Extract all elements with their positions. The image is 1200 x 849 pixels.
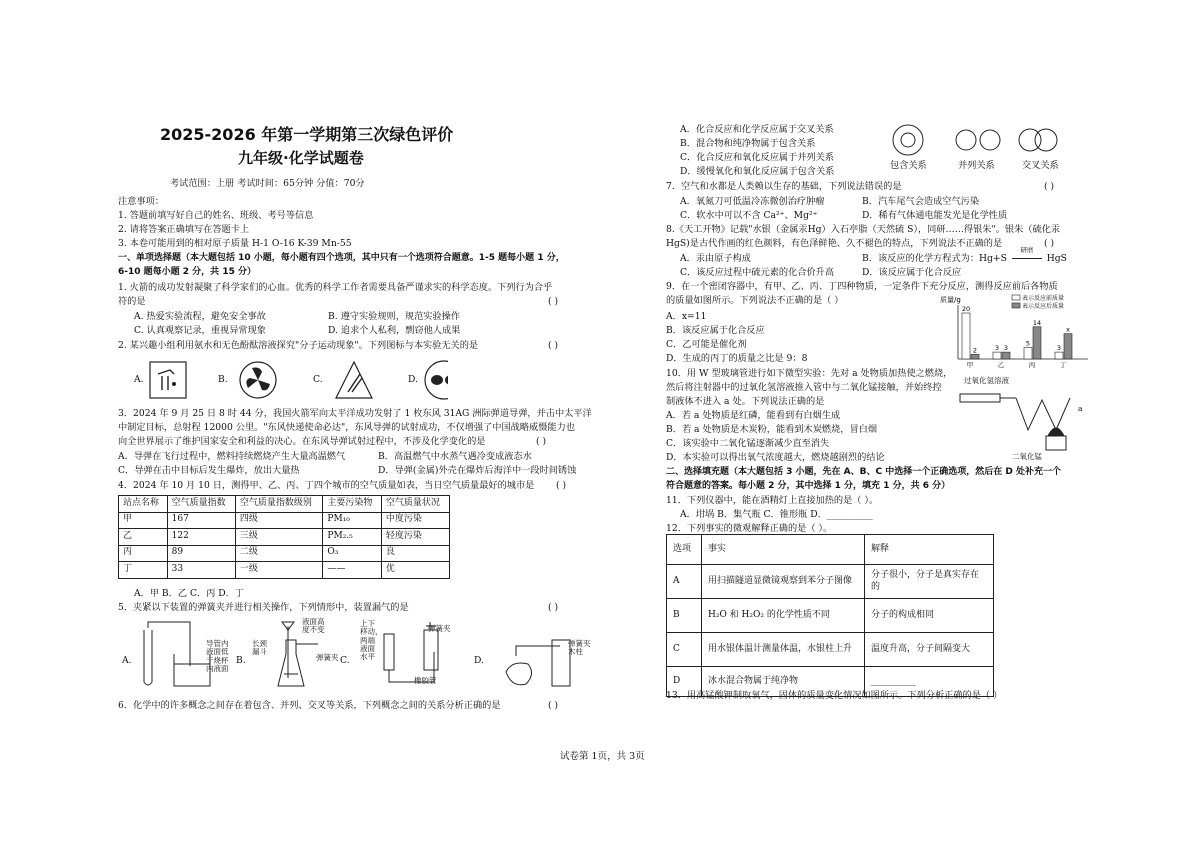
table-cell: 中度污染 [381, 512, 449, 529]
table-row [667, 565, 994, 599]
table-cell: 二级 [235, 545, 323, 562]
table-row [119, 512, 450, 529]
q10-stem-cont2: 制液体不进入 a 处。下列说法正确的是 [666, 396, 825, 407]
q1-option-a: A. 热爱实验流程，避免安全事故 [134, 311, 266, 322]
q3-option-b: B．高温燃气中水蒸气遇冷变成液态水 [378, 451, 532, 462]
table-row [667, 633, 994, 667]
q5d-notes [568, 640, 591, 657]
flame-icon [1048, 428, 1064, 436]
exam-info: 考试范围：上册 考试时间：65分钟 分值：70分 [170, 178, 365, 189]
w-tube-apparatus [958, 386, 1088, 466]
legend-label-after: 表示反应后质量 [1022, 303, 1065, 310]
q5b-note: 漏斗 [252, 647, 267, 657]
chart-bar [971, 354, 979, 359]
chart-category-label: 甲 [966, 361, 974, 369]
page-footer: 试卷第 1页，共 3页 [560, 751, 645, 762]
table-cell: 冰水混合物属于纯净物 [702, 667, 865, 697]
section2-heading: 二、选择填充题（本大题包括 3 小题，先在 A、B、C 中选择一个正确选项，然后在 D 处补充一个 [666, 467, 1061, 477]
answer-paren: ( ) [548, 602, 559, 613]
q1-option-b: B. 遵守实验规则，规范实验操作 [328, 311, 461, 322]
q5-label-d: D. [474, 655, 484, 666]
table-cell: PM₂.₅ [323, 529, 381, 546]
hand-wash-icon [150, 362, 186, 398]
table-header-cell: 选项 [667, 535, 702, 565]
q5c-notes [360, 620, 383, 661]
q3-stem-cont2: 向全世界展示了维护国家安全和利益的决心。在东风导弹试射过程中，不涉及化学变化的是 [118, 436, 486, 447]
answer-paren: ( ) [548, 340, 559, 351]
q11-stem: 11．下列仪器中，能在酒精灯上直接加热的是（ ）。 [666, 495, 879, 506]
q5b-left-notes [252, 640, 267, 657]
q9-mass-bar-chart [938, 293, 1098, 371]
q3-option-a: A．导弹在飞行过程中，燃料持续燃烧产生大量高温燃气 [118, 451, 346, 462]
chart-data-label: 5 [1025, 339, 1031, 348]
section1-heading: 一、单项选择题（本大题包括 10 小题，每小题有四个选项，其中只有一个选项符合题意。1-5 题每小题 1 分， [118, 253, 565, 263]
q8-stem: 8.《天工开物》记载"水银（金属汞Hg）入石亭脂（天然硫 S），同研……得银朱"。银朱（硫化汞 [666, 224, 1061, 235]
table-cell: 用水银体温计测量体温，水银柱上升 [702, 633, 865, 667]
q8-stem-cont: HgS)是古代作画的红色颜料，有色泽鲜艳、久不褪色的特点，下列说法不正确的是 [666, 238, 1003, 249]
chart-data-label: 3 [1003, 344, 1009, 353]
q13-stem: 13．用高锰酸钾制取氧气，固体的质量变化情况如图所示。下列分析正确的是（ ） [666, 690, 1003, 701]
q3-stem: 3．2024 年 9 月 25 日 8 时 44 分，我国火箭军向太平洋成功发射了 1 枚东风 31AG 洲际弹道导弹，并击中太平洋 [118, 408, 592, 419]
q8-product: HgS [1046, 253, 1067, 264]
chart-data-label: 20 [961, 305, 971, 313]
microscopic-explanation-table [666, 534, 994, 697]
reaction-condition: 研磨 [1020, 246, 1034, 254]
table-cell: B [667, 599, 702, 633]
table-row [119, 529, 450, 546]
chart-bar [1024, 348, 1032, 360]
q5a-note: 液面低 [206, 647, 229, 657]
chart-data-label: 2 [972, 346, 978, 355]
q3-stem-cont: 中制定目标，总射程 12000 公里。"东风快递使命必达"，东风导弹的试射成功，不仅增强了中国战略威慑能力也 [118, 422, 575, 433]
q5d-note: 木柱 [568, 647, 583, 657]
chart-bar [1064, 334, 1072, 359]
q6-label-parallel: 并列关系 [958, 160, 995, 171]
table-cell: __________ [865, 667, 994, 697]
q12-stem: 12．下列事实的微观解释正确的是（ ）。 [666, 523, 833, 534]
table-cell: 甲 [119, 512, 168, 529]
table-cell: 分子的构成相同 [865, 599, 994, 633]
table-cell: O₃ [323, 545, 381, 562]
table-cell: 一级 [235, 562, 323, 579]
q2-label-b: B. [218, 374, 228, 385]
alcohol-lamp [1046, 436, 1066, 450]
q1-stem-cont: 符的是 [118, 296, 146, 307]
chart-bar [962, 313, 970, 359]
legend-swatch-after [1012, 303, 1020, 308]
table-cell: 89 [167, 545, 235, 562]
q5c-note: 液面 [360, 643, 375, 653]
q9-option-d: D．生成的丙丁的质量之比是 9：8 [666, 353, 808, 364]
containment-circles [893, 125, 923, 155]
q6-option-c: C．化合反应和氧化反应属于并列关系 [680, 152, 835, 163]
answer-paren: ( ) [556, 480, 567, 491]
chart-data-label: 3 [994, 344, 1000, 353]
table-cell: 丙 [119, 545, 168, 562]
q1-stem: 1. 火箭的成功发射凝聚了科学家们的心血。优秀的科学工作者需要具备严谨求实的科学态度。下列行为合乎 [118, 282, 553, 293]
q8-option-b [862, 246, 1067, 265]
table-cell: 温度升高，分子间隔变大 [865, 633, 994, 667]
table-row [119, 545, 450, 562]
exam-title: 2025-2026 年第一学期第三次绿色评价 [160, 125, 454, 144]
table-cell: D [667, 667, 702, 697]
chart-bar [1033, 327, 1041, 359]
table-cell: 三级 [235, 529, 323, 546]
q5c-note: 水平 [360, 652, 375, 661]
q8-option-d: D．该反应属于化合反应 [862, 267, 962, 278]
test-tube-beaker-figure [144, 622, 210, 686]
table-cell: 四级 [235, 512, 323, 529]
table-cell: 用扫描隧道显微镜观察到苯分子图像 [702, 565, 865, 599]
q1-option-c: C. 认真观察记录，重视异常现象 [134, 325, 266, 336]
q10-stem-cont: 然后将注射器中的过氧化氢溶液推入管中与二氧化锰接触，并始终控 [666, 382, 942, 393]
ventilation-icon [240, 362, 276, 398]
chart-bar [1055, 352, 1063, 359]
table-cell: 良 [381, 545, 449, 562]
q2-safety-icons [148, 360, 448, 402]
air-quality-table [118, 495, 450, 579]
q5b-top-notes [302, 618, 325, 635]
section2-heading-cont: 符合题意的答案。每小题 2 分，其中选择 1 分，填充 1 分，共 6 分） [666, 481, 951, 491]
q8-option-b-text: B．该反应的化学方程式为：Hg+S [862, 253, 1007, 264]
q5a-note: 导管内 [206, 639, 229, 648]
chart-y-axis-label: 质量/g [940, 296, 961, 304]
table-cell: 轻度污染 [381, 529, 449, 546]
table-header-cell: 站点名称 [119, 496, 168, 513]
chart-data-label: 14 [1032, 318, 1042, 327]
hot-surface-icon [336, 362, 372, 398]
q8-option-a: A．汞由原子构成 [680, 253, 751, 264]
legend-swatch-before [1012, 295, 1020, 300]
q8-option-c: C．该反应过程中硫元素的化合价升高 [680, 267, 835, 278]
q6-label-cross: 交叉关系 [1022, 160, 1059, 171]
q10-h2o2-label: 过氧化氢溶液 [964, 376, 1009, 385]
table-cell: 分子很小，分子是真实存在的 [865, 565, 994, 599]
table-cell: 乙 [119, 529, 168, 546]
q5c-note: 上下 [360, 619, 375, 628]
q10-option-d: D．本实验可以得出氧气浓度越大，燃烧越剧烈的结论 [666, 452, 885, 463]
note-item: 3. 本卷可能用到的相对原子质量 H-1 O-16 K-39 Mn-55 [118, 238, 352, 249]
q11-options: A．坩埚 B．集气瓶 C．锥形瓶 D．__________ [680, 509, 873, 520]
section1-heading-cont: 6-10 题每小题 2 分，共 15 分） [118, 267, 256, 277]
answer-paren: ( ) [1044, 238, 1055, 249]
chart-category-label: 丁 [1059, 361, 1067, 369]
answer-paren: ( ) [548, 296, 559, 307]
q9-option-b: B．该反应属于化合反应 [666, 325, 765, 336]
syringe [960, 394, 1000, 402]
q9-option-c: C．乙可能是催化剂 [666, 339, 747, 350]
q10-option-c: C．该实验中二氧化锰逐渐减少直至消失 [666, 438, 830, 449]
q5-label-c: C. [340, 655, 350, 666]
q9-option-a: A．x=11 [666, 311, 707, 322]
table-header-row [119, 496, 450, 513]
table-cell: A [667, 565, 702, 599]
q5-label-b: B. [236, 655, 246, 666]
q7-stem: 7．空气和水都是人类赖以生存的基础，下列说法错误的是 [666, 181, 902, 192]
flask-hand-figure [506, 640, 570, 686]
table-header-cell: 空气质量状况 [381, 496, 449, 513]
table-header-cell: 空气质量指数级别 [235, 496, 323, 513]
table-cell: C [667, 633, 702, 667]
q5-stem: 5．夹紧以下装置的弹簧夹并进行相关操作，下列情形中，装置漏气的是 [118, 602, 409, 613]
q7-option-a: A．氧氮刀可低温冷冻微创治疗肿瘤 [680, 196, 825, 207]
q6-option-b: B．混合物和纯净物属于包含关系 [680, 138, 816, 149]
q5a-notes [206, 640, 229, 673]
q9-stem: 9．在一个密闭容器中，有甲、乙、丙、丁四种物质，一定条件下充分反应，测得反应前后各物质 [666, 281, 1058, 292]
q5b-note: 液面高 [302, 617, 325, 626]
q3-option-d: D．导弹(金属)外壳在爆炸后海洋中一段时间锈蚀 [378, 465, 577, 476]
chart-bar [1002, 352, 1010, 359]
q5b-note: 度不变 [302, 625, 325, 635]
q2-label-a: A. [134, 374, 144, 385]
q5a-note: 于烧杯 [206, 655, 229, 665]
q6-relation-diagram [884, 124, 1064, 158]
q2-stem: 2. 某兴趣小组利用氨水和无色酚酞溶液探究"分子运动现象"。下列图标与本实验无关的是 [118, 340, 479, 351]
table-header-cell: 主要污染物 [323, 496, 381, 513]
q5c-clip-label: 弹簧夹 [428, 624, 451, 633]
q5b-note: 长颈 [252, 639, 267, 648]
table-header-cell: 解释 [865, 535, 994, 565]
table-cell: PM₁₀ [323, 512, 381, 529]
chart-category-label: 乙 [997, 361, 1005, 369]
table-row [667, 599, 994, 633]
q10-option-b: B．若 a 处物质是木炭粉，能看到木炭燃烧，冒白烟 [666, 424, 878, 435]
table-cell: 122 [167, 529, 235, 546]
note-item: 1. 答题前填写好自己的姓名、班级、考号等信息 [118, 210, 314, 221]
q5-label-a: A. [122, 655, 132, 666]
q5a-note: 内液面 [206, 663, 229, 673]
parallel-circles [956, 130, 1000, 150]
q7-option-b: B．汽车尾气会造成空气污染 [862, 196, 980, 207]
chart-category-label: 丙 [1028, 361, 1036, 369]
table-row [119, 562, 450, 579]
q10-mno2-label: 二氧化锰 [1012, 452, 1042, 461]
goggles-icon [425, 361, 448, 399]
q6-option-a: A．化合反应和化学反应属于交叉关系 [680, 124, 834, 135]
table-cell: 丁 [119, 562, 168, 579]
answer-paren: ( ) [548, 700, 559, 711]
reaction-arrow [1010, 246, 1044, 265]
table-cell: H₂O 和 H₂O₂ 的化学性质不同 [702, 599, 865, 633]
q5c-note: 移动， [360, 627, 383, 637]
q5d-note: 弹簧夹 [568, 639, 591, 648]
q7-option-d: D．稀有气体通电能发光是化学性质 [862, 210, 1008, 221]
legend-label-before: 表示反应前质量 [1022, 295, 1065, 302]
notes-title: 注意事项： [118, 196, 164, 207]
answer-paren: ( ) [536, 436, 547, 447]
table-cell: 33 [167, 562, 235, 579]
note-item: 2. 请将答案正确填写在答题卡上 [118, 224, 250, 235]
q6-label-contain: 包含关系 [890, 160, 927, 171]
q6-option-d: D．缓慢氧化和氧化反应属于包含关系 [680, 166, 835, 177]
exam-subtitle: 九年级·化学试题卷 [238, 149, 364, 167]
table-cell: 167 [167, 512, 235, 529]
q7-option-c: C．软水中可以不含 Ca²⁺、Mg²⁺ [680, 210, 818, 221]
q5c-note: 两端 [360, 635, 375, 645]
chart-bar [993, 352, 1001, 359]
table-header-row [667, 535, 994, 565]
q4-options: A．甲 B．乙 C．丙 D．丁 [134, 588, 245, 599]
table-header-cell: 空气质量指数 [167, 496, 235, 513]
answer-paren: ( ) [1044, 181, 1055, 192]
table-cell: —— [323, 562, 381, 579]
q5b-clip-label: 弹簧夹 [316, 653, 339, 662]
q10-a-label: a [1078, 404, 1083, 413]
intersection-circles [1019, 129, 1057, 151]
q2-label-d: D. [408, 374, 418, 385]
w-tube [1016, 398, 1070, 430]
q5c-tube-label: 橡胶管 [414, 676, 437, 685]
q4-stem: 4．2024 年 10 月 10 日，测得甲、乙、丙、丁四个城市的空气质量如表，当日空气质量最好的城市是 [118, 480, 535, 491]
q1-option-d: D. 追求个人私利，剽窃他人成果 [328, 325, 461, 336]
chart-data-label: x [1066, 325, 1070, 334]
table-cell: 优 [381, 562, 449, 579]
chart-data-label: 3 [1056, 344, 1062, 353]
q9-stem-cont: 的质量如图所示。下列说法不正确的是（ ） [666, 295, 844, 306]
q6-stem: 6．化学中的许多概念之间存在着包含、并列、交叉等关系，下列概念之间的关系分析正确的是 [118, 700, 501, 711]
q10-stem: 10．用 W 型玻璃管进行如下微型实验：先对 a 处物质加热使之燃烧， [666, 368, 953, 379]
q2-label-c: C. [313, 374, 323, 385]
q3-option-c: C．导弹在击中目标后发生爆炸，放出大量热 [118, 465, 300, 476]
table-header-cell: 事实 [702, 535, 865, 565]
q10-option-a: A．若 a 处物质是红磷，能看到有白烟生成 [666, 410, 841, 421]
